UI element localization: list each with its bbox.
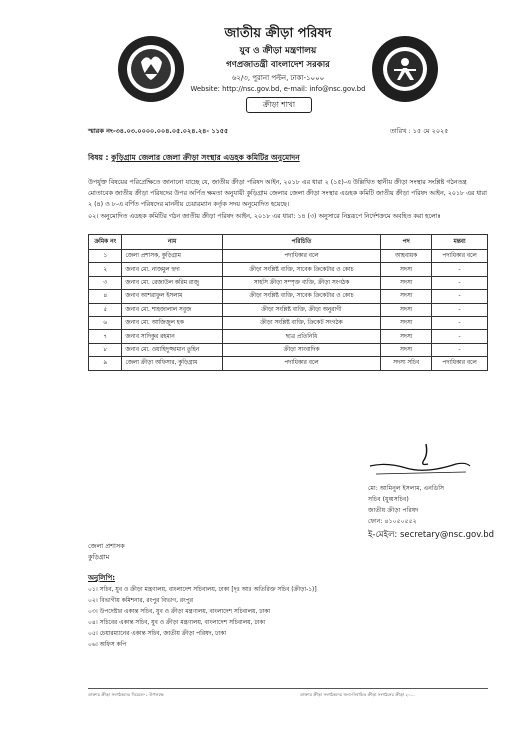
- table-row: [89, 330, 488, 343]
- cell-identity: ক্রীড়া সংশ্লিষ্ট ব্যক্তি, সাবেক ক্রিকেটার ও কোচ: [222, 290, 381, 303]
- signatory-phone: ফোন: ৪১০৫০৫৫২: [368, 518, 417, 525]
- cell-post: সদস্য সচিব: [381, 357, 432, 370]
- copy-item: ০২। বিভাগীয় কমিশনার, রংপুর বিভাগ, রংপুর: [88, 598, 193, 604]
- government-seal-logo: [116, 34, 186, 104]
- table-row: [89, 276, 488, 289]
- subject-label: বিষয় :: [88, 153, 109, 162]
- copy-item: ০৫। চেয়ারম্যানের একান্ত সচিব, জাতীয় ক্রীড়া পরিষদ, ঢাকা: [88, 631, 227, 637]
- signatory-name: মো: আমিনুল ইসলাম, এনডিসি: [368, 485, 445, 492]
- copy-item: ০১। সচিব, যুব ও ক্রীড়া মন্ত্রণালয়, বাংলাদেশ সচিবালয়, ঢাকা [দৃঃ আঃ অতিরিক্ত সচিব (ক্রীড়া-১)]: [88, 587, 317, 593]
- memo-number: স্মারক নং-৩৪.০৩.০০০০.০০৪.০৫.০২৪.২৪- ১১৫৫: [88, 127, 229, 135]
- body-paragraph-1: উপর্যুক্ত বিষয়ের পরিপ্রেক্ষিতে জানানো যাচ্ছে যে, জাতীয় ক্রীড়া পরিষদ আইন, ২০১৮ এর ধারা ২ (১৫)-এ উল্লিখিত স্থানীয় ক্রীড়া সংস্থার সংশ্লিষ্ট গঠনতন্ত্র মোতাবেক জাতীয় ক্রীড়া পরিষদের উপর অর্পিত ক্ষমতা অনুযায়ী কুড়িগ্রাম জেলার জেলা ক্রীড়া সংস্থার এডহক কমিটি জাতীয় ক্রীড়া পরিষদ আইন, ২০১৮ এর ধারা ২ (৪) ও ৮-এ বর্ণিত পরিষদের মাননীয় চেয়ারম্যান কর্তৃক সদয় অনুমোদিত হয়েছে।: [88, 179, 487, 208]
- cell-serial: ৩: [89, 276, 122, 289]
- cell-serial: ৬: [89, 316, 122, 329]
- cell-remark: পদাধিকার বলে: [432, 250, 488, 263]
- handwritten-signature: [366, 440, 476, 480]
- table-row: [89, 357, 488, 370]
- office-address: ৬২/৩, পুরানা পল্টন, ঢাকা-১০০০: [231, 74, 325, 82]
- website-email: Website: http://nsc.gov.bd, e-mail: info@nsc.gov.bd: [190, 85, 366, 93]
- cell-serial: ২: [89, 263, 122, 276]
- footer-divider: [88, 688, 488, 689]
- cell-remark: পদাধিকার বলে: [432, 357, 488, 370]
- cell-identity: ক্রীড়া সংশ্লিষ্ট ব্যক্তি, ক্রীড়া অনুরাগী: [222, 303, 381, 316]
- cell-identity: ছাত্র প্রতিনিধি: [222, 330, 381, 343]
- sports-council-logo: [370, 34, 440, 104]
- government-name: গণপ্রজাতন্ত্রী বাংলাদেশ সরকার: [226, 60, 330, 70]
- cell-serial: ১: [89, 250, 122, 263]
- cell-post: সদস্য: [381, 263, 432, 276]
- signatory-office: জাতীয় ক্রীড়া পরিষদ: [368, 507, 419, 514]
- cell-remark: -: [432, 330, 488, 343]
- cell-identity: ক্রীড়া সাংবাদিক: [222, 343, 381, 356]
- committee-table: [88, 234, 488, 371]
- cell-identity: পদাধিকার বলে: [222, 250, 381, 263]
- cell-remark: -: [432, 276, 488, 289]
- cell-serial: ৮: [89, 343, 122, 356]
- signatory-designation: সচিব (যুগ্মসচিব): [368, 496, 409, 503]
- cell-post: সদস্য: [381, 343, 432, 356]
- cell-post: আহবায়ক: [381, 250, 432, 263]
- subject-text: কুড়িগ্রাম জেলার জেলা ক্রীড়া সংস্থার এডহক কমিটির অনুমোদন: [111, 153, 300, 162]
- cell-name: জনাব আশরাফুল ইসলাম: [122, 290, 222, 303]
- recipient-title: জেলা প্রশাসক: [88, 542, 125, 550]
- table-row: [89, 303, 488, 316]
- cell-remark: -: [432, 343, 488, 356]
- copies-heading: অনুলিপি:: [88, 574, 116, 582]
- cell-identity: সাহসি ক্রীড়া সম্পৃক্ত ব্যক্তি, ক্রীড়া সংগঠক: [222, 276, 381, 289]
- copy-item: ০৩। উপদেষ্টার একান্ত সচিব, যুব ও ক্রীড়া মন্ত্রণালয়, বাংলাদেশ সচিবালয়, ঢাকা: [88, 609, 271, 615]
- cell-identity: ক্রীড়া সংশ্লিষ্ট ব্যক্তি, ক্রিকেট সংগঠক: [222, 316, 381, 329]
- cell-name: জনাব সাদিকুর রহমান: [122, 330, 222, 343]
- cell-name: জনাব মো. ওয়াহিদুজ্জামান তুহিন: [122, 343, 222, 356]
- office-title: জাতীয় ক্রীড়া পরিষদ: [224, 26, 332, 41]
- table-row: [89, 263, 488, 276]
- copy-item: ০৬। অফিস কপি: [88, 642, 127, 648]
- cell-identity: পদাধিকার বলে: [222, 357, 381, 370]
- cell-remark: -: [432, 303, 488, 316]
- signatory-email: ই-মেইল: secretary@nsc.gov.bd: [368, 530, 495, 540]
- cell-name: জনাব মো. নাজমুল হুদা: [122, 263, 222, 276]
- cell-name: জনাব মো. আজিজুল হক: [122, 316, 222, 329]
- cell-serial: ৪: [89, 290, 122, 303]
- cell-name: জনাব মো. রেজাউল করিম রাজু: [122, 276, 222, 289]
- header-identity: পরিচিতি: [222, 235, 381, 250]
- footer-left-text: ডাক্তার ক্রীড়া সংগঠকদের দিয়েলে-১ উপলক্ষে: [88, 692, 164, 697]
- cell-identity: ক্রীড়া সংশ্লিষ্ট ব্যক্তি, সাবেক ক্রিকেটার ও কোচ: [222, 263, 381, 276]
- branch-label: ক্রীড়া শাখা: [246, 97, 312, 113]
- body-paragraph-2: ০২। অনুমোদিত এডহক কমিটির গঠন জাতীয় ক্রীড়া পরিষদ আইন, ২০১৮ এর ধারা: ১৪ (৩) অনুসারে নিম্নরূপে নির্দেশক্রমে অবহিত করা হলোঃ: [88, 213, 441, 220]
- cell-post: সদস্য: [381, 330, 432, 343]
- header-remark: মন্তব্য: [432, 235, 488, 250]
- header-serial: ক্রমিক নং: [89, 235, 122, 250]
- cell-name: জেলা ক্রীড়া অফিসার, কুড়িগ্রাম: [122, 357, 222, 370]
- subject-line: [88, 153, 300, 165]
- table-row: [89, 250, 488, 263]
- table-header-row: [89, 235, 488, 250]
- cell-post: সদস্য: [381, 316, 432, 329]
- cell-post: সদস্য: [381, 290, 432, 303]
- table-row: [89, 290, 488, 303]
- ministry-name: যুব ও ক্রীড়া মন্ত্রণালয়: [239, 46, 317, 56]
- table-row: [89, 316, 488, 329]
- cell-remark: -: [432, 316, 488, 329]
- table-row: [89, 343, 488, 356]
- cell-post: সদস্য: [381, 276, 432, 289]
- copy-item: ০৪। সচিবের একান্ত সচিব, যুব ও ক্রীড়া মন্ত্রণালয়, বাংলাদেশ সচিবালয়, ঢাকা: [88, 620, 266, 626]
- cell-remark: -: [432, 290, 488, 303]
- cell-name: জেলা প্রশাসক, কুড়িগ্রাম: [122, 250, 222, 263]
- cell-serial: ৫: [89, 303, 122, 316]
- header-post: পদ: [381, 235, 432, 250]
- recipient-location: কুড়িগ্রাম: [88, 553, 110, 561]
- memo-date: তারিখ : ১৫ মে ২০২৫: [390, 127, 449, 135]
- cell-post: সদস্য: [381, 303, 432, 316]
- cell-serial: ৯: [89, 357, 122, 370]
- footer-right-text: ডাক্তার ক্রীড়া সংগঠকদের জন্য-নির্বাচিত ক্রীড়া সংগঠনের ক্রীড়া ২০...: [300, 692, 415, 697]
- cell-name: জনাব মো. শাহজালাল সবুজ: [122, 303, 222, 316]
- header-name: নাম: [122, 235, 222, 250]
- cell-serial: ৭: [89, 330, 122, 343]
- cell-remark: -: [432, 263, 488, 276]
